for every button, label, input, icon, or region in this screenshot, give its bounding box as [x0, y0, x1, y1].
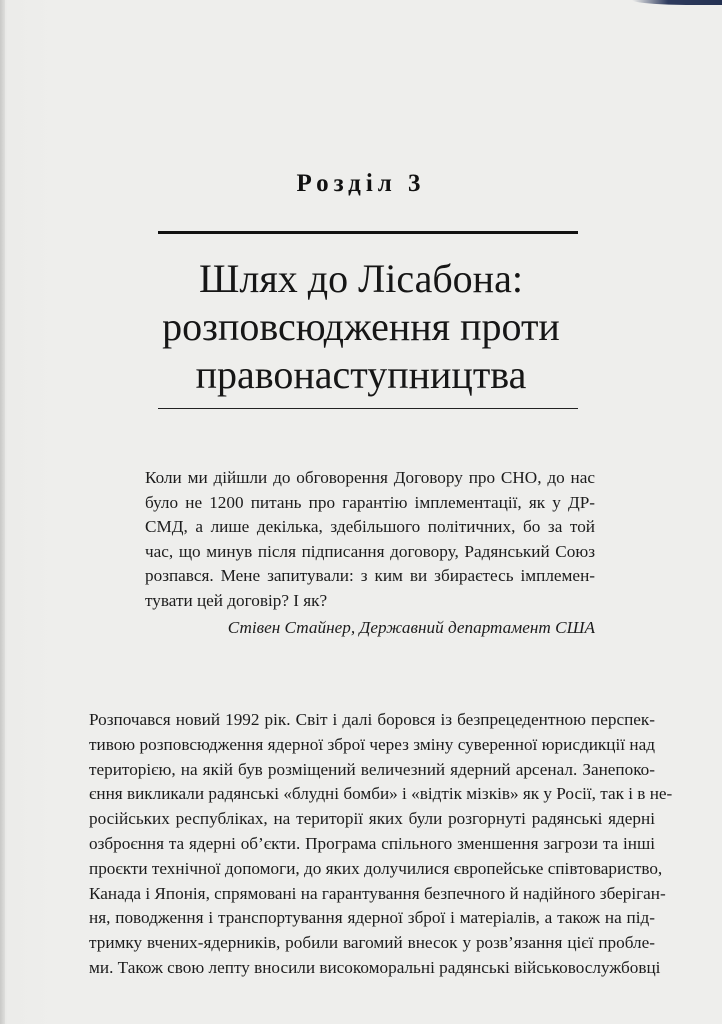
epigraph-line: Коли ми дійшли до обговорення Договору про СНО, до нас	[145, 468, 595, 487]
page-spine-edge	[0, 0, 5, 1024]
body-line: озброєння та ядерні об’єкти. Програма спільного зменшення загрози та інші	[89, 833, 655, 853]
chapter-title	[0, 255, 722, 399]
body-line: територією, на якій був розміщений величезний ядерний арсенал. Занепоко-	[89, 759, 655, 779]
chapter-title-line: правонаступництва	[195, 352, 527, 397]
body-line: єння викликали радянські «блудні бомби» і «відтік мізків» як у Росії, так і в не-	[89, 784, 673, 804]
body-line: тримку вчених-ядерників, робили вагомий внесок у розв’язання цієї пробле-	[89, 933, 655, 953]
epigraph-line: розпався. Мене запитували: з ким ви збираєтесь імплемен-	[145, 566, 595, 585]
epigraph-line: СМД, а лише декілька, здебільшого політичних, бо за той	[145, 517, 595, 536]
chapter-label: Розділ 3	[296, 170, 426, 197]
body-line: Розпочався новий 1992 рік. Світ і далі боровся із безпрецедентною перспек-	[89, 710, 655, 729]
body-line: проєкти технічної допомоги, до яких долучилися європейське співтовариство,	[89, 858, 663, 878]
body-paragraph	[89, 708, 673, 981]
book-cover-corner	[632, 0, 722, 5]
body-line: ми. Також свою лепту вносили високоморальні радянські військовослужбовці	[89, 957, 661, 977]
body-line: ня, поводження і транспортування ядерної зброї і матеріалів, а також на під-	[89, 908, 655, 928]
epigraph-line: час, що минув після підписання договору, Радянський Союз	[145, 541, 595, 561]
body-line: російських республіках, на території яких були розгорнуті радянські ядерні	[89, 809, 655, 829]
epigraph-attribution: Стівен Стайнер, Державний департамент США	[227, 618, 595, 637]
chapter-rule-bottom	[158, 408, 578, 409]
chapter-title-line: розповсюдження проти	[162, 304, 560, 349]
epigraph-line: було не 1200 питань про гарантію імплементації, як у ДР-	[145, 492, 595, 512]
chapter-title-line: Шлях до Лісабона:	[199, 256, 523, 301]
body-line: Канада і Японія, спрямовані на гарантування безпечного й надійного зберіган-	[89, 883, 666, 903]
epigraph-line: тувати цей договір? І як?	[145, 590, 328, 610]
body-line: тивою розповсюдження ядерної зброї через зміну суверенної юрисдикції над	[89, 734, 655, 754]
epigraph	[145, 466, 595, 613]
chapter-rule-top	[158, 231, 578, 234]
